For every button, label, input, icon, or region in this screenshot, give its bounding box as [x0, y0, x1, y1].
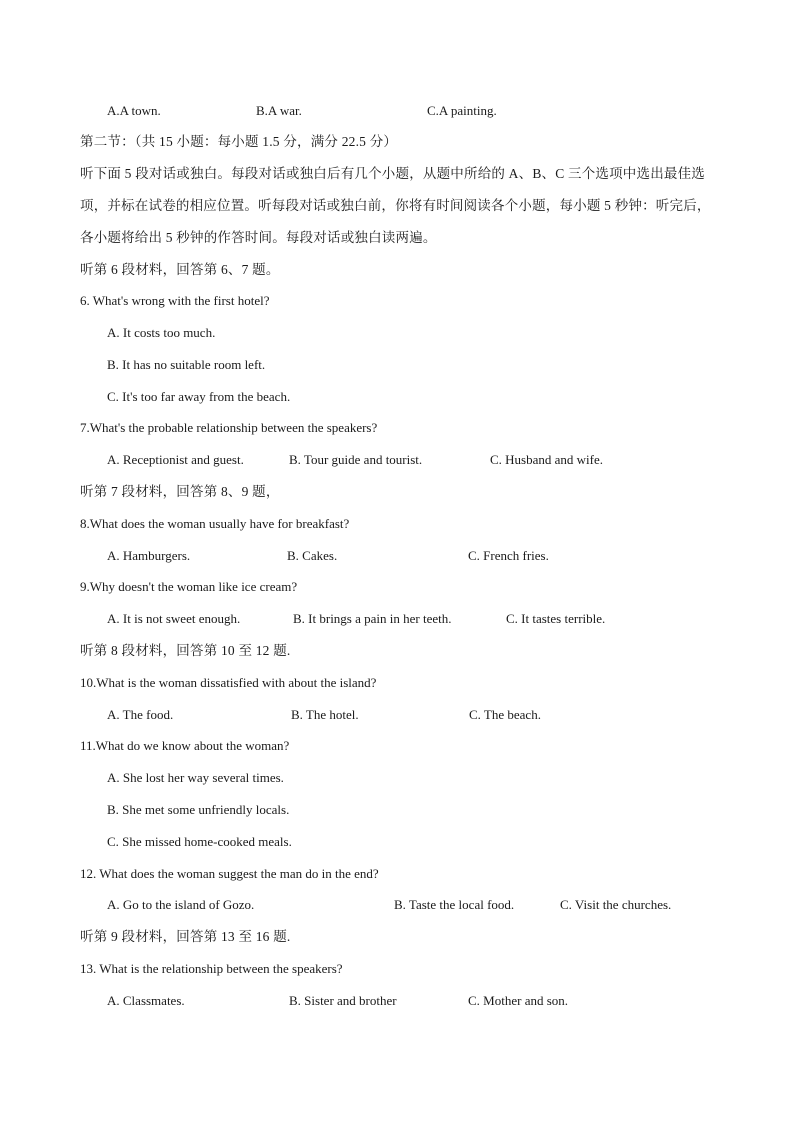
option-c: C. The beach. [469, 707, 541, 722]
option-a: A. Hamburgers. [107, 548, 191, 563]
option-a: A. Classmates. [107, 993, 185, 1008]
option-a: A. She lost her way several times. [107, 770, 284, 785]
option-a: A. The food. [107, 707, 174, 722]
question-stem: 7.What's the probable relationship between the speakers? [80, 420, 378, 435]
instructions-line: 听下面 5 段对话或独白。每段对话或独白后有几个小题，从题中所给的 A、B、C 三个选项中选出最佳选 [80, 166, 706, 181]
option-c: C. Husband and wife. [490, 452, 604, 467]
option-b: B. Taste the local food. [394, 897, 515, 912]
question-stem: 13. What is the relationship between the speakers? [80, 961, 343, 976]
option-a: A. It is not sweet enough. [107, 611, 241, 626]
option-b: B. It brings a pain in her teeth. [293, 611, 452, 626]
question-stem: 6. What's wrong with the first hotel? [80, 293, 270, 308]
question-stem: 11.What do we know about the woman? [80, 738, 290, 753]
option-c: C. French fries. [468, 548, 549, 563]
passage-heading: 听第 8 段材料，回答第 10 至 12 题. [80, 643, 291, 658]
option-a: A.A town. [107, 103, 161, 118]
option-b: B. It has no suitable room left. [107, 357, 266, 372]
question-stem: 9.Why doesn't the woman like ice cream? [80, 579, 298, 594]
option-c: C. She missed home-cooked meals. [107, 834, 292, 849]
option-b: B. The hotel. [291, 707, 359, 722]
option-b: B. Cakes. [287, 548, 338, 563]
option-a: A. It costs too much. [107, 325, 216, 340]
option-b: B. She met some unfriendly locals. [107, 802, 290, 817]
option-c: C.A painting. [427, 103, 497, 118]
section-header: 第二节：（共 15 小题：每小题 1.5 分，满分 22.5 分） [80, 134, 398, 149]
option-b: B. Sister and brother [289, 993, 397, 1008]
passage-heading: 听第 9 段材料，回答第 13 至 16 题. [80, 929, 291, 944]
option-a: A. Go to the island of Gozo. [107, 897, 255, 912]
option-a: A. Receptionist and guest. [107, 452, 244, 467]
option-c: C. It's too far away from the beach. [107, 389, 291, 404]
option-b: B.A war. [256, 103, 302, 118]
question-stem: 12. What does the woman suggest the man do in the end? [80, 866, 379, 881]
passage-heading: 听第 6 段材料，回答第 6、7 题。 [80, 262, 280, 277]
question-stem: 8.What does the woman usually have for breakfast? [80, 516, 350, 531]
option-b: B. Tour guide and tourist. [289, 452, 423, 467]
option-c: C. It tastes terrible. [506, 611, 606, 626]
passage-heading: 听第 7 段材料，回答第 8、9 题， [80, 484, 280, 499]
option-c: C. Visit the churches. [560, 897, 672, 912]
option-c: C. Mother and son. [468, 993, 569, 1008]
instructions-line: 各小题将给出 5 秒钟的作答时间。每段对话或独白读两遍。 [80, 230, 437, 245]
instructions-line: 项，并标在试卷的相应位置。听每段对话或独白前，你将有时间阅读各个小题，每小题 5 秒钟：听完后， [80, 198, 711, 213]
question-stem: 10.What is the woman dissatisfied with about the island? [80, 675, 377, 690]
